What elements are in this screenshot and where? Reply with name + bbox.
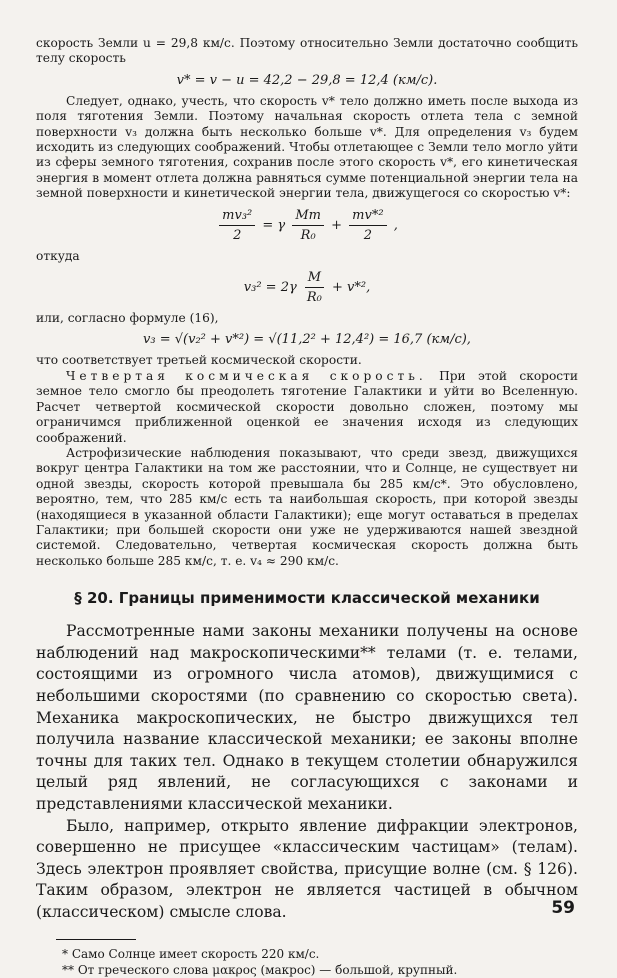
paragraph-classical-mechanics: Рассмотренные нами законы механики получены на основе наблюдений над макроскопическими** телами (т. е. телами, состоящими из огромного числа атомов), движущимися с небольшими скоростями (по сравнению со скоростью света). Механика макроскопических, не быстро движущихся тел получила название классической механики; ее законы вполне точны для таких тел. Однако в текущем столетии обнаружился целый ряд явлений, не согласующихся с законами и представлениями классической механики. [36,622,578,813]
paragraph-fourth-speed: Четвертая космическая скорость. При этой скорости земное тело смогло бы преодолеть тяготение Галактики и уйти во Вселенную. Расчет четвертой космической скорости довольно сложен, поэтому мы ограничимся приближенной оценкой ее значения исходя из следующих соображений. [36,368,578,445]
footnote-2: ** От греческого слова μακρος (макрос) — большой, крупный. [62,963,458,978]
formula-v3-squared: v₃² = 2γ $\frac{M}{\text{R₀}}$ + v*², [243,270,371,306]
page-body [36,36,578,978]
word-otkuda: откуда [36,248,80,263]
section-heading: § 20. Границы применимости классической механики [74,589,540,608]
word-ili: или, согласно формуле (16), [36,311,219,326]
formula-relative-speed: v* = v − u = 42,2 − 29,8 = 12,4 (км/с). [176,72,438,88]
top-text: скорость Земли u = 29,8 км/с. Поэтому относительно Земли достаточно сообщить телу скорость [36,36,578,66]
term-fourth-speed: Четвертая космическая скорость. [66,368,427,383]
paragraph-escape-reasoning: Следует, однако, учесть, что скорость v* тело должно иметь после выхода из поля тяготения Земли. Поэтому начальная скорость отлета тела с земной поверхности v₃ должна быть несколько больше v*. Для определения v₃ будем исходить из следующих соображений. Чтобы отлетающее с Земли тело могло уйти из сферы земного тяготения, сохранив после этого скорость v*, его кинетическая энергия в момент отлета должна равняться сумме потенциальной энергии тела на земной поверхности и кинетической энергии тела, движущегося со скоростью v*: [36,93,578,201]
paragraph-third-speed: что соответствует третьей космической скорости. [36,353,362,368]
paragraph-astrophysics: Астрофизические наблюдения показывают, что среди звезд, движущихся вокруг центра Галактики на том же расстоянии, что и Солнце, не существует ни одной звезды, скорость которой превышала бы 285 км/с*. Это обусловлено, вероятно, тем, что 285 км/с есть та наибольшая скорость, при которой звезды (находящиеся в указанной области Галактики); еще могут оставаться в пределах Галактики; при большей скорости они уже не удерживаются нашей звездной системой. Следовательно, четвертая космическая скорость должна быть несколько больше 285 км/с, т. е. v₄ ≈ 290 км/с. [36,445,578,568]
footnote-divider [56,939,136,940]
formula-v3-value: v₃ = √(v₂² + v*²) = √(11,2² + 12,4²) = 16,7 (км/с), [143,332,471,348]
formula-energy-balance: $\frac{\text{mv₃²}}{2}$ = γ $\frac{Mm}{\text{R₀}}$ + $\frac{\text{mv*²}}{2}$ , [36,208,578,243]
page-number: 59 [551,898,575,918]
footnote-1: * Само Солнце имеет скорость 220 км/с. [62,947,320,962]
paragraph-electron-diffraction: Было, например, открыто явление дифракции электронов, совершенно не присущее «классическим частицам» (телам). Здесь электрон проявляет свойства, присущие волне (см. § 126). Таким образом, электрон не является частицей в обычном (классическом) смысле слова. [36,816,578,921]
